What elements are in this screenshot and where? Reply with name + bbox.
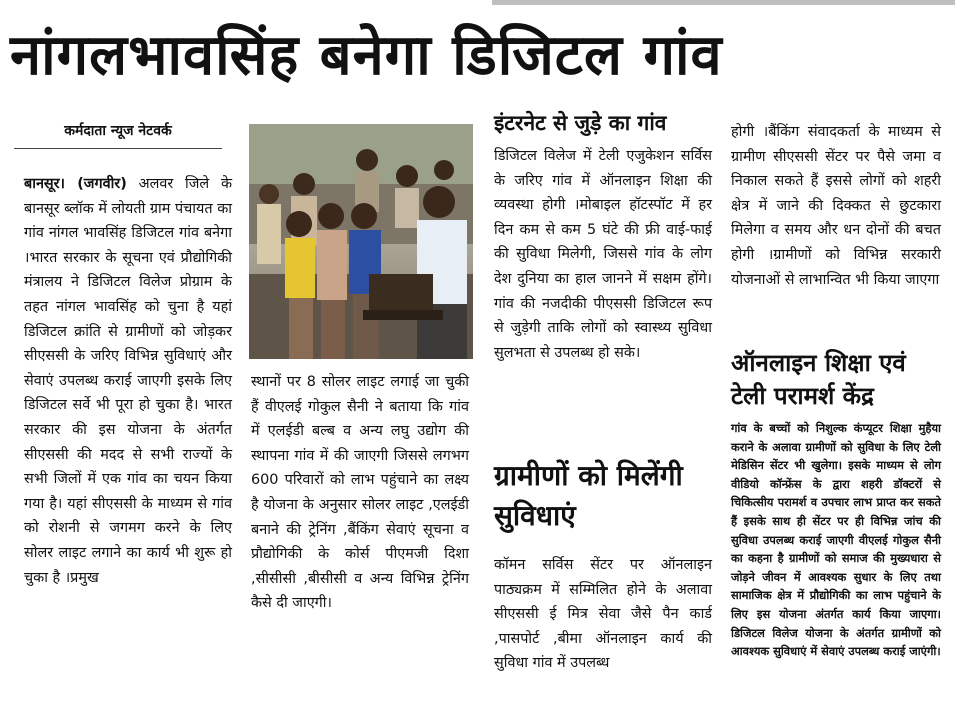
byline: कर्मदाता न्यूज नेटवर्क xyxy=(14,116,222,149)
column-3-bottom xyxy=(494,553,712,676)
column-4-top-body: होगी ।बैंकिंग संवादकर्ता के माध्यम से ग्रामीण सीएससी सेंटर पर पैसे जमा व निकाल सकते हैं इससे लोगों को शहरी क्षेत्र में जाने की दिक्कत से छुटकारा मिलेगा व समय और धन दोनों की बचत होगी ।ग्रामीणों को विभिन्न सरकारी योजनाओं से लाभान्वित भी किया जाएगा xyxy=(731,124,941,288)
online-section-body: गांव के बच्चों को निशुल्क कंप्यूटर शिक्षा मुहैया कराने के अलावा ग्रामीणों को सुविधा के लिए टेली मेडिसिन सेंटर भी खुलेगा। इसके माध्यम से लोग वीडियो कॉन्फ्रेंस के द्वारा शहरी डॉक्टरों से चिकित्सीय परामर्श व उपचार लाभ प्राप्त कर सकते हैं इसके साथ ही सेंटर पर ही विभिन्न जांच की सुविधा उपलब्ध कराई जाएगी वीएलई गोकुल सैनी का कहना है ग्रामीणों को समाज की मुख्यधारा से जोड़ने जीवन में आवश्यक सुधार के लिए तथा सामाजिक क्षेत्र में प्रौद्योगिकी का लाभ पहुंचाने के लिए इस योजना अंतर्गत कार्य किया जाएगा। डिजिटल विलेज योजना के अंतर्गत ग्रामीणों को आवश्यक सुविधाएं में सेवाएं उपलब्ध कराई जाएंगी। xyxy=(731,421,941,659)
column-2-body: स्थानों पर 8 सोलर लाइट लगाई जा चुकी हैं वीएलई गोकुल सैनी ने बताया कि गांव में एलईडी बल्ब व अन्य लघु उद्योग की स्थापना गांव में की जाएगी जिससे लगभग 600 परिवारों को लाभ पहुंचाने का लक्ष्य है योजना के अनुसार सोलर लाइट ,एलईडी बनाने की ट्रेनिंग ,बैंकिंग सेवाएं सूचना व प्रौद्योगिकी के कोर्स पीएमजी दिशा ,सीसीसी ,बीसीसी व अन्य विभिन्न ट्रेनिंग कैसे दी जाएगी। xyxy=(251,374,469,612)
top-rule xyxy=(492,0,955,5)
gramin-section-body: कॉमन सर्विस सेंटर पर ऑनलाइन पाठ्यक्रम में सम्मिलित होने के अलावा सीएससी ई मित्र सेवा जैसे पैन कार्ड ,पासपोर्ट ,बीमा ऑनलाइन कार्य की सुविधा गांव में उपलब्ध xyxy=(494,557,712,672)
column-1 xyxy=(24,172,232,590)
internet-section-body: डिजिटल विलेज में टेली एजुकेशन सर्विस के जरिए गांव में ऑनलाइन शिक्षा की व्यवस्था होगी ।मोबाइल हॉटस्पॉट में हर दिन कम से कम 5 घंटे की फ्री वाई-फाई की सुविधा मिलेगी, जिससे गांव के लोग देश दुनिया का हाल जानने में सक्षम होंगे। गांव की नजदीकी पीएससी डिजिटल रूप से जुड़ेगी ताकि लोगों को स्वास्थ्य सुविधा सुलभता से उपलब्ध हो सके। xyxy=(494,148,712,361)
column-2 xyxy=(251,370,469,616)
column-1-text xyxy=(24,172,232,590)
headline: नांगलभावसिंह बनेगा डिजिटल गांव xyxy=(10,23,723,88)
subheading-internet: इंटरनेट से जुड़े का गांव xyxy=(494,111,667,135)
subheading-online-shiksha: ऑनलाइन शिक्षा एवं टेली परामर्श केंद्र xyxy=(731,349,906,410)
column-3-top xyxy=(494,144,712,365)
dateline: बानसूर। (जगवीर) xyxy=(24,176,127,192)
news-photo xyxy=(249,124,473,359)
subheading-gramin-suvidhayen: ग्रामीणों को मिलेंगी सुविधाएं xyxy=(494,459,683,532)
column-4-bottom xyxy=(731,419,941,661)
column-1-body: अलवर जिले के बानसूर ब्लॉक में लोयती ग्राम पंचायत का गांव नांगल भावसिंह डिजिटल गांव बनेगा ।भारत सरकार के सूचना एवं प्रौद्योगिकी मंत्रालय ने डिजिटल विलेज प्रोग्राम के तहत नांगल भावसिंह को चुना है यहां डिजिटल क्रांति से ग्रामीणों को जोड़कर सीएससी के जरिए विभिन्न सुविधाएं और सेवाएं उपलब्ध कराई जाएगी इसके लिए डिजिटल सर्वे भी पूरा हो चुका है। भारत सरकार की इस योजना के अंतर्गत सीएससी की मदद से सभी राज्यों के सभी जिलों में एक गांव का चयन किया गया है। यहां सीएससी के माध्यम से गांव को रोशनी से जगमग करने के लिए सोलर लाइट लगाने का कार्य भी शुरू हो चुका है ।प्रमुख xyxy=(24,176,233,586)
column-4-top xyxy=(731,120,941,292)
children-with-laptop-photo xyxy=(249,124,473,359)
